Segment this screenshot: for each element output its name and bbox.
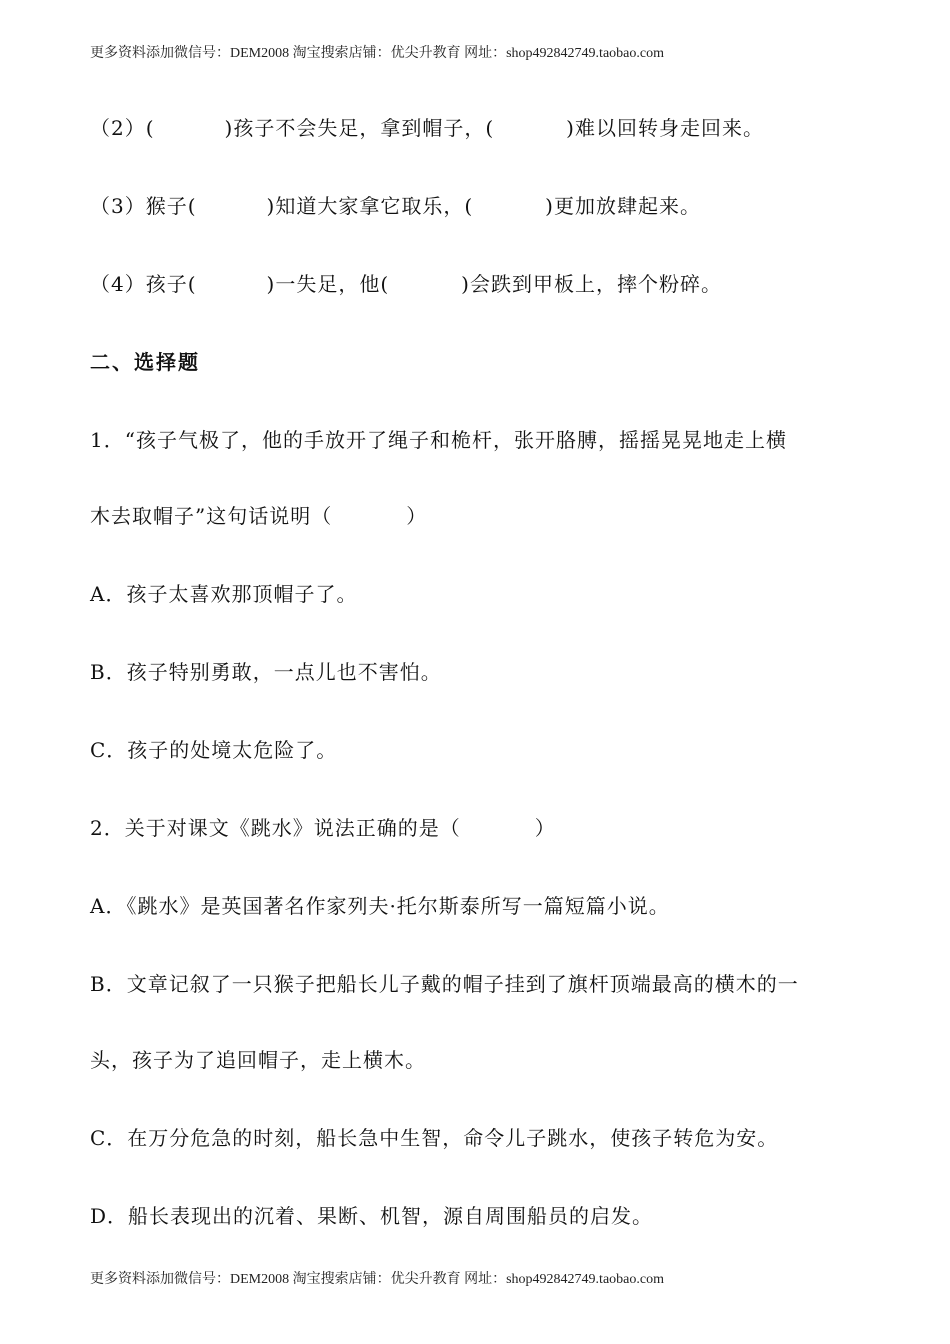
item-text-part: 猴子( [145, 194, 197, 218]
question-1-stem: 1．“孩子气极了，他的手放开了绳子和桅杆，张开胳膊，摇摇晃晃地走上横 [90, 428, 787, 452]
page-header: 更多资料添加微信号：DEM2008 淘宝搜索店铺：优尖升教育 网址：shop492842749.taobao.com [90, 46, 664, 61]
question-2-option-b: B．文章记叙了一只猴子把船长儿子戴的帽子挂到了旗杆顶端最高的横木的一 [90, 972, 799, 996]
item-text-part: ( [145, 116, 155, 140]
item-text-part: )孩子不会失足，拿到帽子，( [224, 116, 495, 140]
item-number: （3） [90, 194, 146, 218]
question-2-option-a: A．《跳水》是英国著名作家列夫·托尔斯泰所写一篇短篇小说。 [90, 894, 670, 918]
stem-text: 2．关于对课文《跳水》说法正确的是（ [90, 816, 461, 840]
stem-text: ） [406, 504, 428, 528]
section-title: 二、选择题 [90, 350, 200, 374]
fill-blank-item-3 [90, 192, 701, 220]
item-text-part: )一失足，他( [266, 272, 390, 296]
question-1-option-a: A．孩子太喜欢那顶帽子了。 [90, 582, 358, 606]
question-1-option-b: B．孩子特别勇敢，一点儿也不害怕。 [90, 660, 442, 684]
item-text-part: 孩子( [145, 272, 197, 296]
page-footer: 更多资料添加微信号：DEM2008 淘宝搜索店铺：优尖升教育 网址：shop492842749.taobao.com [90, 1272, 664, 1287]
question-2-option-c: C．在万分危急的时刻，船长急中生智，命令儿子跳水，使孩子转危为安。 [90, 1126, 779, 1150]
fill-blank-item-4 [90, 270, 722, 298]
item-number: （2） [90, 116, 146, 140]
stem-text: 木去取帽子”这句话说明（ [90, 504, 333, 528]
question-2-option-b-cont: 头，孩子为了追回帽子，走上横木。 [90, 1048, 426, 1072]
item-text-part: )难以回转身走回来。 [566, 116, 764, 140]
item-number: （4） [90, 272, 146, 296]
item-text-part: )知道大家拿它取乐，( [266, 194, 474, 218]
question-2-stem [90, 814, 556, 842]
item-text-part: )更加放肆起来。 [545, 194, 701, 218]
stem-text: ） [534, 816, 556, 840]
question-1-stem-cont [90, 502, 427, 530]
item-text-part: )会跌到甲板上，摔个粉碎。 [461, 272, 722, 296]
question-1-option-c: C．孩子的处境太危险了。 [90, 738, 338, 762]
question-2-option-d: D．船长表现出的沉着、果断、机智，源自周围船员的启发。 [90, 1204, 654, 1228]
fill-blank-item-2 [90, 114, 764, 142]
